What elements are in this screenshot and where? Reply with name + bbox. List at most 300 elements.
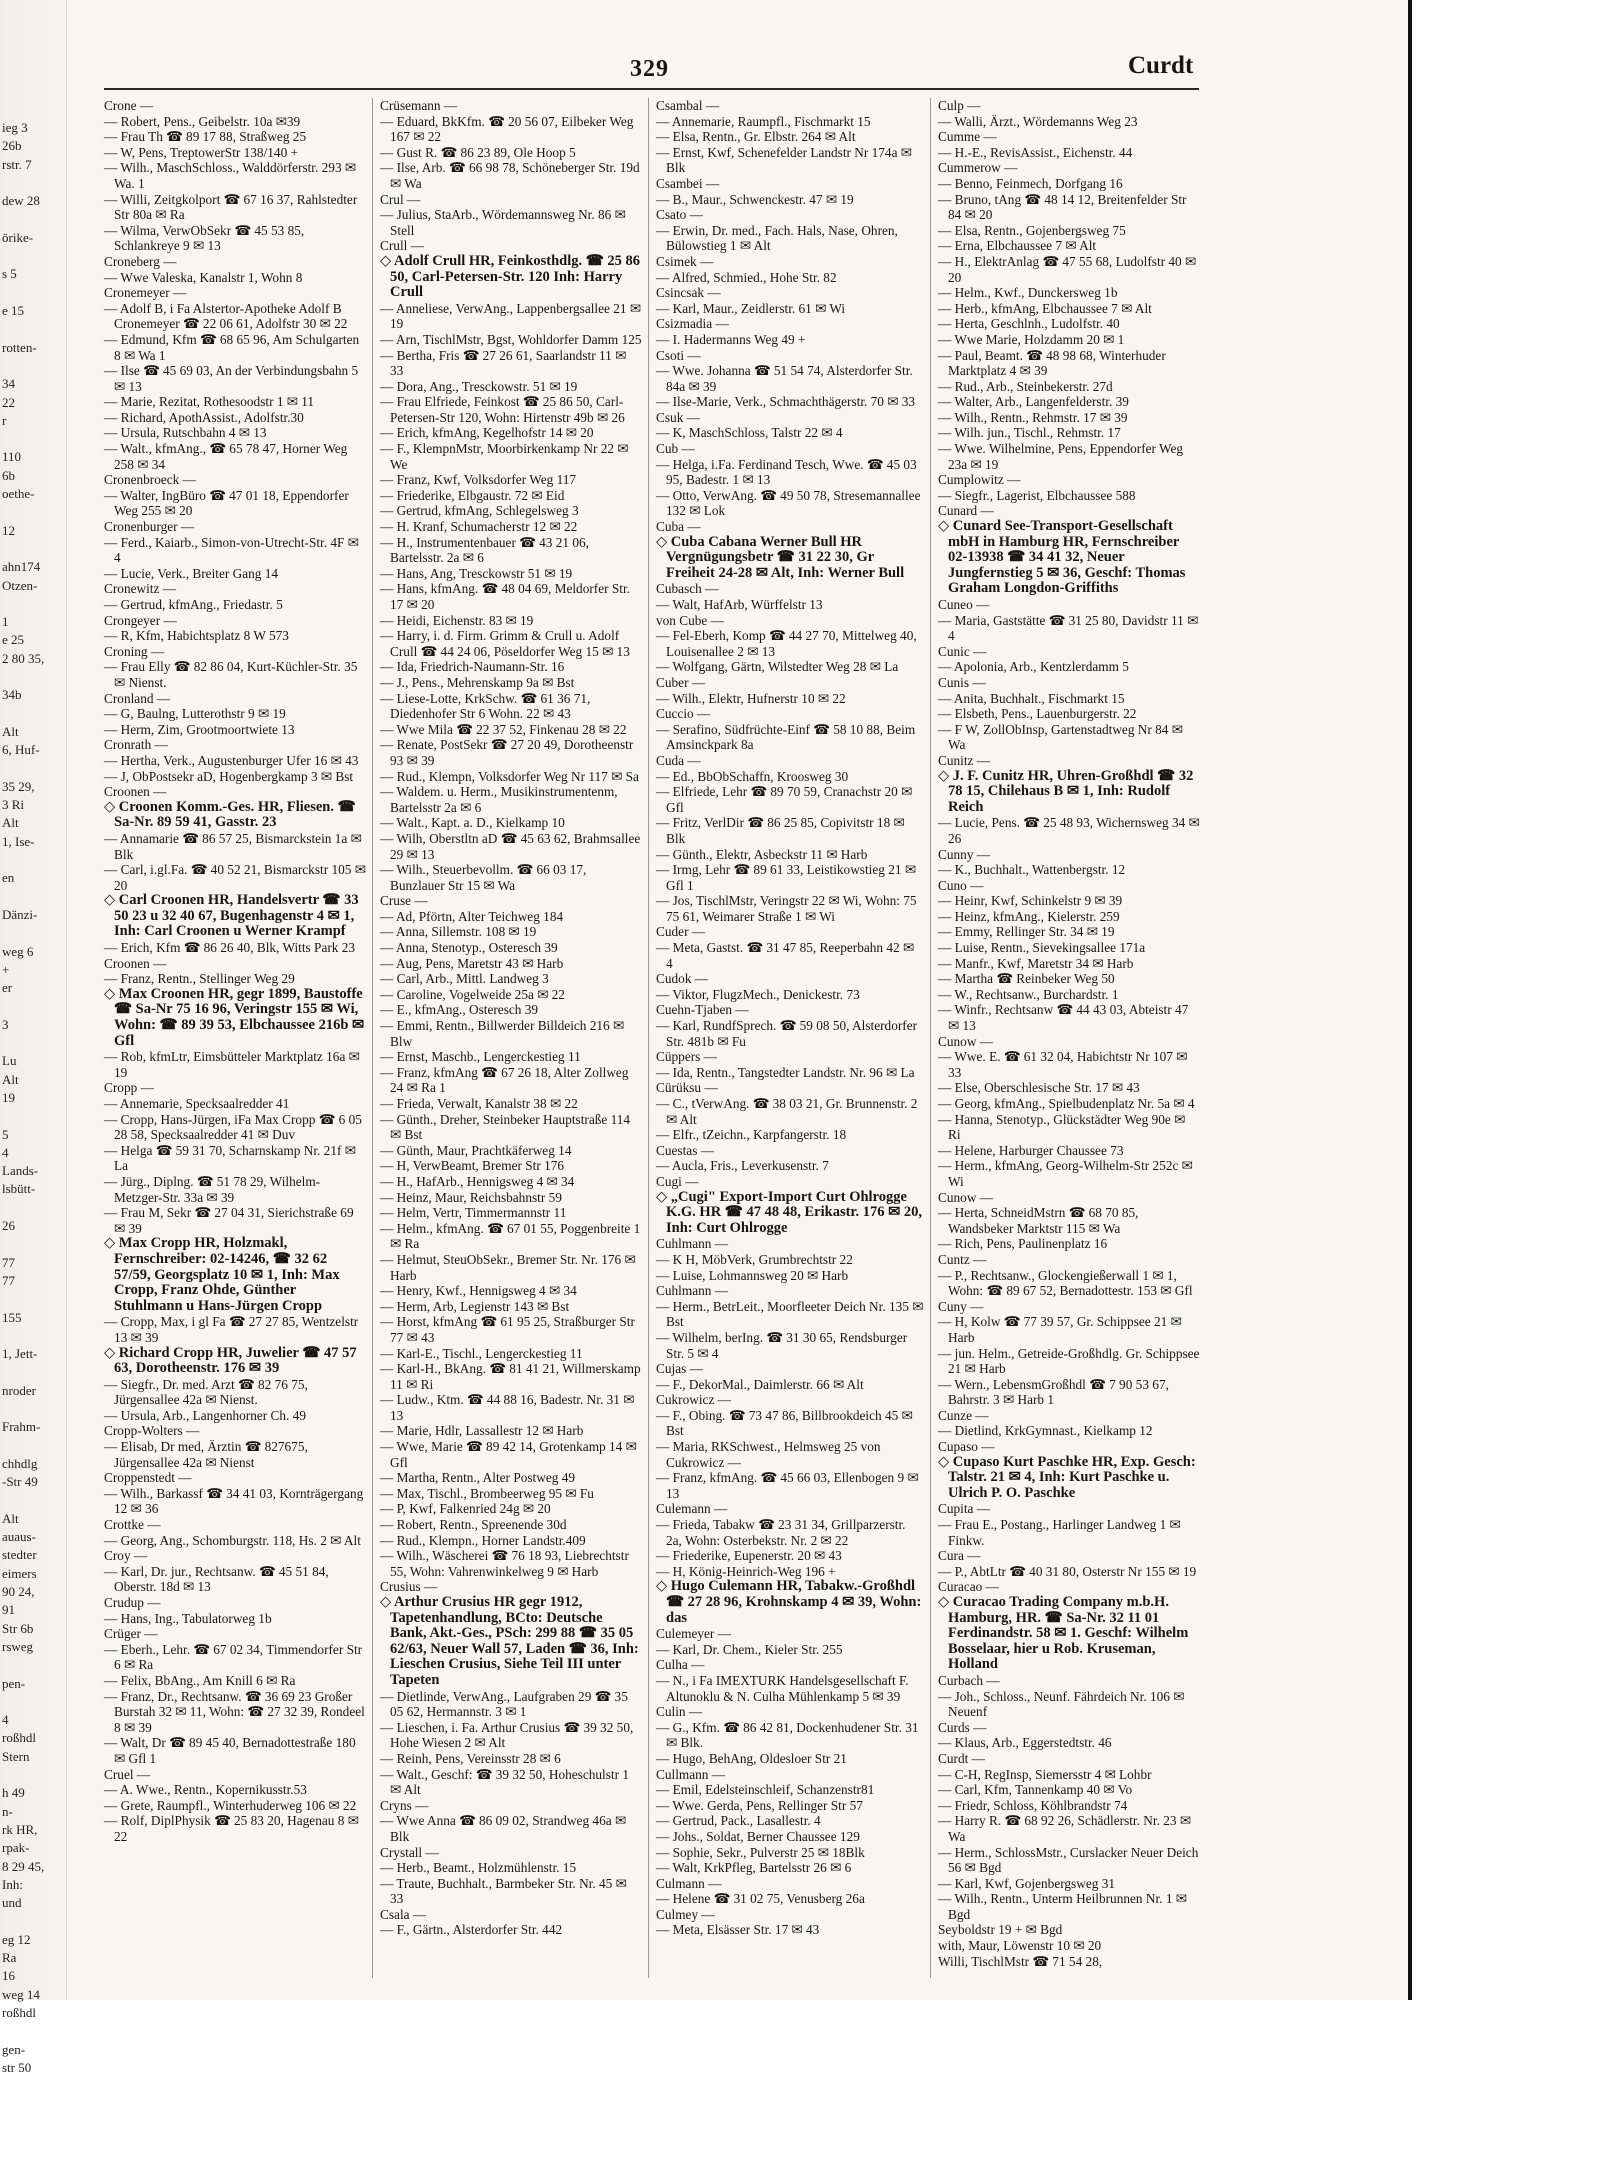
directory-entry: — Cropp, Hans-Jürgen, iFa Max Cropp ☎ 6 05 28 58, Specksaalredder 41 ✉ Duv bbox=[104, 1111, 362, 1143]
directory-entry: — Anita, Buchhalt., Fischmarkt 15 bbox=[938, 690, 1125, 706]
directory-entry: — Franz, kfmAng. ☎ 45 66 03, Ellenbogen 9 ✉ 13 bbox=[656, 1470, 919, 1501]
surname-heading: Cropp — bbox=[104, 1080, 154, 1096]
directory-entry: — Frau M, Sekr ☎ 27 04 31, Sierichstraße 69 ✉ 39 bbox=[104, 1205, 354, 1236]
surname-heading: Cronland — bbox=[104, 690, 171, 706]
surname-heading: Csambei — bbox=[656, 175, 720, 191]
surname-heading: Cub — bbox=[656, 441, 695, 457]
directory-entry: — Elfr., tZeichn., Karpfangerstr. 18 bbox=[656, 1127, 847, 1143]
gutter-fragment: rsweg bbox=[2, 1638, 34, 1654]
gutter-fragment: Stern bbox=[2, 1748, 30, 1764]
directory-entry: — Wilh., Wäscherei ☎ 76 18 93, Liebrechtstr 55, Wohn: Vahrenwinkelweg 9 ✉ Harb bbox=[380, 1548, 629, 1579]
gutter-fragment: stedter bbox=[2, 1547, 37, 1563]
directory-entry: — Walli, Ärzt., Wördemanns Weg 23 bbox=[938, 113, 1138, 129]
surname-heading: Csato — bbox=[656, 207, 703, 223]
gutter-fragment: 155 bbox=[2, 1309, 22, 1325]
directory-entry: — Lucie, Verk., Breiter Gang 14 bbox=[104, 565, 279, 581]
directory-entry: — Annemarie, Raumpfl., Fischmarkt 15 bbox=[656, 113, 871, 129]
gutter-fragment: Ra bbox=[2, 1950, 17, 1965]
directory-entry: — Wwe Anna ☎ 86 09 02, Strandweg 46a ✉ Blk bbox=[380, 1813, 627, 1844]
surname-heading: Cropp-Wolters — bbox=[104, 1423, 200, 1439]
directory-entry: — Walt, HafArb, Würffelstr 13 bbox=[656, 597, 823, 612]
directory-entry: — K, MaschSchloss, Talstr 22 ✉ 4 bbox=[656, 425, 843, 441]
gutter-fragment: h 49 bbox=[2, 1785, 25, 1801]
surname-heading: Cunard — bbox=[938, 503, 994, 519]
header-rule bbox=[104, 88, 1199, 90]
firm-entry: ◇ Richard Cropp HR, Juwelier ☎ 47 57 63, Dorotheenstr. 176 ✉ 39 bbox=[104, 1344, 357, 1377]
surname-heading: Cunze — bbox=[938, 1407, 989, 1423]
directory-entry: — Wilh., Barkassf ☎ 34 41 03, Kornträgergang 12 ✉ 36 bbox=[104, 1485, 364, 1517]
gutter-fragment: gen- bbox=[2, 2041, 26, 2057]
firm-entry: ◇ „Cugi" Export-Import Curt Ohlrogge K.G. HR ☎ 47 48 48, Erikastr. 176 ✉ 20, Inh: Curt Ohlrogge bbox=[656, 1188, 923, 1236]
directory-entry: — Herta, Geschlnh., Ludolfstr. 40 bbox=[938, 316, 1120, 332]
directory-entry: — Eduard, BkKfm. ☎ 20 56 07, Eilbeker Weg 167 ✉ 22 bbox=[380, 113, 634, 145]
gutter-fragment: s 5 bbox=[2, 266, 17, 282]
directory-entry: — F., KlempnMstr, Moorbirkenkamp Nr 22 ✉ We bbox=[380, 441, 629, 472]
directory-entry: — Helmut, SteuObSekr., Bremer Str. Nr. 176 ✉ Harb bbox=[380, 1251, 636, 1283]
gutter-fragment: Frahm- bbox=[2, 1419, 41, 1435]
directory-entry: — Franz, kfmAng ☎ 67 26 18, Alter Zollweg 24 ✉ Ra 1 bbox=[380, 1064, 629, 1096]
directory-entry: — I. Hadermanns Weg 49 + bbox=[656, 331, 806, 347]
gutter-fragment: pen- bbox=[2, 1675, 26, 1691]
surname-heading: Cunitz — bbox=[938, 752, 991, 768]
directory-entry: — Walt., Geschf: ☎ 39 32 50, Hoheschulstr 1 ✉ Alt bbox=[380, 1766, 630, 1798]
directory-entry: — Marie, Hdlr, Lassallestr 12 ✉ Harb bbox=[380, 1423, 584, 1439]
directory-entry: — Eberh., Lehr. ☎ 67 02 34, Timmendorfer Str 6 ✉ Ra bbox=[104, 1641, 363, 1673]
directory-entry: — Ed., BbObSchaffn, Kroosweg 30 bbox=[656, 768, 849, 784]
directory-entry: — Ernst, Maschb., Lengerckestieg 11 bbox=[380, 1049, 581, 1065]
surname-heading: Cüppers — bbox=[656, 1049, 717, 1065]
directory-entry: — Erich, kfmAng, Kegelhofstr 14 ✉ 20 bbox=[380, 425, 594, 441]
directory-entry: — Wwe. Gerda, Pens, Rellinger Str 57 bbox=[656, 1797, 863, 1813]
directory-entry: — Herta, SchneidMstrn ☎ 68 70 85, Wandsbeker Marktstr 115 ✉ Wa bbox=[938, 1205, 1139, 1236]
gutter-fragment: ahn174 bbox=[2, 559, 41, 575]
gutter-fragment: e 25 bbox=[2, 632, 25, 648]
directory-entry: — Hanna, Stenotyp., Glückstädter Weg 90e ✉ Ri bbox=[938, 1111, 1186, 1143]
gutter-fragment: n- bbox=[2, 1803, 13, 1819]
directory-entry: — Ludw., Ktm. ☎ 44 88 16, Badestr. Nr. 31 ✉ 13 bbox=[380, 1392, 635, 1423]
directory-entry: — Jos, TischlMstr, Veringstr 22 ✉ Wi, Wohn: 75 75 61, Weimarer Straße 1 ✉ Wi bbox=[656, 893, 917, 924]
surname-heading: Crone — bbox=[104, 98, 154, 113]
surname-heading: Cruse — bbox=[380, 893, 428, 909]
directory-entry: — Erna, Elbchaussee 7 ✉ Alt bbox=[938, 238, 1097, 254]
gutter-fragment: weg 6 bbox=[2, 943, 34, 959]
directory-entry: — Siegfr., Lagerist, Elbchaussee 588 bbox=[938, 487, 1136, 503]
surname-heading: Croy — bbox=[104, 1548, 148, 1564]
gutter-fragment: + bbox=[2, 961, 10, 977]
directory-entry: — Renate, PostSekr ☎ 27 20 49, Dorotheenstr 93 ✉ 39 bbox=[380, 737, 634, 768]
directory-entry: — Walt., kfmAng., ☎ 65 78 47, Horner Weg 258 ✉ 34 bbox=[104, 441, 348, 472]
directory-entry: — Günth., Elektr, Asbeckstr 11 ✉ Harb bbox=[656, 846, 868, 862]
directory-entry: — B., Maur., Schwenckestr. 47 ✉ 19 bbox=[656, 191, 854, 207]
directory-entry: — F., DekorMal., Daimlerstr. 66 ✉ Alt bbox=[656, 1376, 864, 1392]
directory-entry: — Marie, Rezitat, Rothesoodstr 1 ✉ 11 bbox=[104, 394, 315, 410]
directory-entry: — P, Kwf, Falkenried 24g ✉ 20 bbox=[380, 1501, 551, 1517]
directory-entry: — Martha, Rentn., Alter Postweg 49 bbox=[380, 1470, 575, 1486]
gutter-fragment: Otzen- bbox=[2, 577, 38, 593]
surname-heading: Willi, TischlMstr ☎ 71 54 28, bbox=[938, 1953, 1103, 1969]
directory-entry: — E., kfmAng., Osteresch 39 bbox=[380, 1002, 539, 1018]
directory-entry: — Carl, Kfm, Tannenkamp 40 ✉ Vo bbox=[938, 1782, 1133, 1798]
surname-heading: with, Maur, Löwenstr 10 ✉ 20 bbox=[938, 1938, 1102, 1954]
surname-heading: Cupaso — bbox=[938, 1439, 995, 1455]
directory-entry: — Wern., LebensmGroßhdl ☎ 7 90 53 67, Bahrstr. 3 ✉ Harb 1 bbox=[938, 1376, 1169, 1408]
directory-entry: — Horst, kfmAng ☎ 61 95 25, Straßburger Str 77 ✉ 43 bbox=[380, 1314, 635, 1345]
directory-entry: — Herb., kfmAng, Elbchaussee 7 ✉ Alt bbox=[938, 300, 1152, 316]
directory-entry: — Wolfgang, Gärtn, Wilstedter Weg 28 ✉ La bbox=[656, 659, 899, 675]
column-divider bbox=[372, 98, 373, 1978]
directory-entry: — Traute, Buchhalt., Barmbeker Str. Nr. 45 ✉ 33 bbox=[380, 1875, 627, 1907]
directory-entry: — Georg, kfmAng., Spielbudenplatz Nr. 5a ✉ 4 bbox=[938, 1096, 1195, 1111]
gutter-fragment: -Str 49 bbox=[2, 1474, 38, 1490]
surname-heading: Cuber — bbox=[656, 674, 706, 690]
directory-entry: — Frau E., Postang., Harlinger Landweg 1 ✉ Finkw. bbox=[938, 1517, 1181, 1548]
surname-heading: Csala — bbox=[380, 1906, 427, 1922]
directory-entry: — C-H, RegInsp, Siemersstr 4 ✉ Lohbr bbox=[938, 1766, 1152, 1782]
surname-heading: Cürüksu — bbox=[656, 1080, 718, 1096]
directory-entry: — Benno, Feinmech, Dorfgang 16 bbox=[938, 175, 1123, 191]
surname-heading: Cuny — bbox=[938, 1298, 984, 1314]
gutter-fragment: 16 bbox=[2, 1968, 15, 1984]
directory-entry: — Hugo, BehAng, Oldesloer Str 21 bbox=[656, 1750, 847, 1766]
directory-entry: — Rich, Pens, Paulinenplatz 16 bbox=[938, 1236, 1108, 1252]
gutter-fragment: Alt bbox=[2, 815, 19, 831]
directory-entry: — Heidi, Eichenstr. 83 ✉ 19 bbox=[380, 612, 534, 628]
directory-entry: — Grete, Raumpfl., Winterhuderweg 106 ✉ 22 bbox=[104, 1797, 357, 1813]
surname-heading: Cronewitz — bbox=[104, 581, 177, 597]
gutter-fragment: Alt bbox=[2, 1071, 19, 1087]
surname-heading: Cuda — bbox=[656, 752, 701, 768]
surname-heading: Csizmadia — bbox=[656, 316, 729, 332]
directory-entry: — Joh., Schloss., Neunf. Fährdeich Nr. 106 ✉ Neuenf bbox=[938, 1688, 1185, 1720]
directory-entry: — Maria, Gaststätte ☎ 31 25 80, Davidstr 11 ✉ 4 bbox=[938, 612, 1199, 644]
surname-heading: Csambal — bbox=[656, 98, 720, 113]
directory-entry: — Dietlind, KrkGymnast., Kielkamp 12 bbox=[938, 1423, 1153, 1439]
surname-heading: Cunow — bbox=[938, 1189, 994, 1205]
firm-entry: ◇ Curacao Trading Company m.b.H. Hamburg, HR. ☎ Sa-Nr. 32 11 01 Ferdinandstr. 58 ✉ 1. Geschf: Wilhelm Bosselaar, hier u Rob. Kruseman, Holland bbox=[938, 1594, 1189, 1673]
directory-entry: — Wilh., Elektr, Hufnerstr 10 ✉ 22 bbox=[656, 690, 846, 706]
directory-entry: — Wilh., Rentn., Unterm Heilbrunnen Nr. 1 ✉ Bgd bbox=[938, 1891, 1187, 1922]
gutter-fragment: Dänzi- bbox=[2, 906, 38, 922]
directory-entry: — Paul, Beamt. ☎ 48 98 68, Winterhuder Marktplatz 4 ✉ 39 bbox=[938, 347, 1166, 379]
gutter-fragment: 22 bbox=[2, 394, 15, 410]
gutter-fragment: rstr. 7 bbox=[2, 156, 32, 172]
firm-entry: ◇ Cunard See-Transport-Gesellschaft mbH in Hamburg HR, Fernschreiber 02-13938 ☎ 34 41 32, Neuer Jungfernstieg 5 ✉ 36, Geschf: Thomas Graham Longdon-Griffiths bbox=[938, 518, 1186, 597]
directory-entry: — Aug, Pens, Maretstr 43 ✉ Harb bbox=[380, 955, 564, 971]
directory-entry: — Friedr, Schloss, Köhlbrandstr 74 bbox=[938, 1797, 1128, 1813]
directory-entry: — W, Pens, TreptowerStr 138/140 + bbox=[104, 144, 299, 160]
directory-entry: — Dietlinde, VerwAng., Laufgraben 29 ☎ 35 05 62, Hermannstr. 3 ✉ 1 bbox=[380, 1688, 628, 1720]
surname-heading: Cronenburger — bbox=[104, 519, 195, 535]
directory-entry: — Herm, Arb, Legienstr 143 ✉ Bst bbox=[380, 1298, 570, 1314]
firm-entry: ◇ J. F. Cunitz HR, Uhren-Großhdl ☎ 32 78 15, Chilehaus B ✉ 1, Inh: Rudolf Reich bbox=[938, 767, 1194, 815]
directory-entry: — Gertrud, Pack., Lasallestr. 4 bbox=[656, 1813, 821, 1829]
directory-entry: — Siegfr., Dr. med. Arzt ☎ 82 76 75, Jürgensallee 42a ✉ Nienst. bbox=[104, 1376, 308, 1408]
directory-entry: — Anna, Stenotyp., Osteresch 39 bbox=[380, 940, 558, 956]
directory-entry: — Wwe Marie, Holzdamm 20 ✉ 1 bbox=[938, 331, 1125, 347]
directory-entry: — Rud., Arb., Steinbekerstr. 27d bbox=[938, 378, 1113, 394]
directory-entry: — N., i Fa IMEXTURK Handelsgesellschaft F. Altunoklu & N. Culha Mühlenkamp 5 ✉ 39 bbox=[656, 1672, 909, 1704]
directory-entry: — Meta, Gastst. ☎ 31 47 85, Reeperbahn 42 ✉ 4 bbox=[656, 940, 915, 971]
gutter-fragment: 77 bbox=[2, 1272, 15, 1288]
gutter-fragment: r bbox=[2, 412, 7, 428]
surname-heading: Crüsemann — bbox=[380, 98, 458, 113]
directory-entry: — Else, Oberschlesische Str. 17 ✉ 43 bbox=[938, 1080, 1140, 1096]
firm-entry: ◇ Carl Croonen HR, Handelsvertr ☎ 33 50 23 u 32 40 67, Bugenhagenstr 4 ✉ 1, Inh: Carl Croonen u Werner Krampf bbox=[104, 892, 359, 940]
directory-entry: — Karl-E., Tischl., Lengerckestieg 11 bbox=[380, 1345, 583, 1361]
directory-entry: — Ilse-Marie, Verk., Schmachthägerstr. 70 ✉ 33 bbox=[656, 394, 916, 410]
firm-entry: ◇ Arthur Crusius HR gegr 1912, Tapetenhandlung, BCto: Deutsche Bank, Akt.-Ges., PSch: 299 88 ☎ 35 05 62/63, Neuer Wall 57, Laden ☎ 36, Inh: Lieschen Crusius, Siehe Teil III unter Tapeten bbox=[380, 1594, 639, 1688]
directory-entry: — Emmy, Rellinger Str. 34 ✉ 19 bbox=[938, 924, 1115, 940]
directory-entry: — G, Baulng, Lutterothstr 9 ✉ 19 bbox=[104, 706, 286, 722]
directory-entry: — Herm., BetrLeit., Moorfleeter Deich Nr. 135 ✉ Bst bbox=[656, 1298, 924, 1330]
directory-entry: — Ursula, Arb., Langenhorner Ch. 49 bbox=[104, 1407, 306, 1423]
gutter-fragment: 4 bbox=[2, 1712, 9, 1728]
directory-entry: — Annamarie ☎ 86 57 25, Bismarckstein 1a ✉ Blk bbox=[104, 830, 362, 862]
directory-entry: — Edmund, Kfm ☎ 68 65 96, Am Schulgarten 8 ✉ Wa 1 bbox=[104, 331, 360, 363]
gutter-fragment: rk HR, bbox=[2, 1821, 38, 1837]
directory-entry: — Fel-Eberh, Komp ☎ 44 27 70, Mittelweg 40, Louisenallee 2 ✉ 13 bbox=[656, 628, 917, 659]
directory-entry: — Herm., kfmAng, Georg-Wilhelm-Str 252c ✉ Wi bbox=[938, 1158, 1193, 1189]
directory-entry: — G., Kfm. ☎ 86 42 81, Dockenhudener Str. 31 ✉ Blk. bbox=[656, 1719, 919, 1751]
gutter-fragment: 12 bbox=[2, 522, 15, 538]
gutter-fragment: 1, Jett- bbox=[2, 1346, 38, 1362]
gutter-fragment: nroder bbox=[2, 1382, 36, 1398]
directory-entry: — A. Wwe., Rentn., Kopernikusstr.53 bbox=[104, 1782, 307, 1798]
gutter-fragment: chhdlg bbox=[2, 1455, 38, 1471]
column-1 bbox=[104, 98, 366, 1983]
directory-entry: — Harry R. ☎ 68 92 26, Schädlerstr. Nr. 23 ✉ Wa bbox=[938, 1813, 1191, 1844]
surname-heading: Culin — bbox=[656, 1704, 703, 1720]
surname-heading: Culha — bbox=[656, 1657, 705, 1673]
directory-entry: — Georg, Ang., Schomburgstr. 118, Hs. 2 ✉ Alt bbox=[104, 1532, 361, 1548]
directory-entry: — Rud., Klempn, Volksdorfer Weg Nr 117 ✉ Sa bbox=[380, 768, 639, 784]
directory-entry: — Frau Elly ☎ 82 86 04, Kurt-Küchler-Str. 35 ✉ Nienst. bbox=[104, 659, 358, 690]
directory-entry: — Carl, i.gl.Fa. ☎ 40 52 21, Bismarckstr 105 ✉ 20 bbox=[104, 862, 366, 893]
directory-entry: — Wwe. Wilhelmine, Pens, Eppendorfer Weg 23a ✉ 19 bbox=[938, 441, 1184, 472]
directory-entry: — Frieda, Tabakw ☎ 23 31 34, Grillparzerstr. 2a, Wohn: Osterbekstr. Nr. 2 ✉ 22 bbox=[656, 1517, 906, 1548]
surname-heading: Curdt — bbox=[938, 1750, 985, 1766]
directory-entry: — Alfred, Schmied., Hohe Str. 82 bbox=[656, 269, 837, 285]
directory-entry: — Julius, StaArb., Wördemannsweg Nr. 86 ✉ Stell bbox=[380, 207, 626, 238]
directory-entry: — Wilh, Oberstltn aD ☎ 45 63 62, Brahmsallee 29 ✉ 13 bbox=[380, 830, 641, 862]
directory-entry: — Wwe, Marie ☎ 89 42 14, Grotenkamp 14 ✉ Gfl bbox=[380, 1439, 637, 1470]
directory-entry: — Dora, Ang., Tresckowstr. 51 ✉ 19 bbox=[380, 378, 578, 394]
directory-entry: — Helene, Harburger Chaussee 73 bbox=[938, 1142, 1124, 1158]
directory-entry: — Cropp, Max, i gl Fa ☎ 27 27 85, Wentzelstr 13 ✉ 39 bbox=[104, 1314, 359, 1345]
firm-entry: ◇ Max Cropp HR, Holzmakl, Fernschreiber: 02-14246, ☎ 32 62 57/59, Georgsplatz 10 ✉ 1, Inh: Max Cropp, Franz Ohde, Günther Stuhlmann u Hans-Jürgen Cropp bbox=[104, 1235, 340, 1314]
directory-entry: — Fritz, VerlDir ☎ 86 25 85, Copivitstr 18 ✉ Blk bbox=[656, 815, 905, 846]
directory-entry: — Waldem. u. Herm., Musikinstrumentenm, Bartelsstr 2a ✉ 6 bbox=[380, 784, 618, 815]
directory-entry: — Frau Elfriede, Feinkost ☎ 25 86 50, Carl-Petersen-Str 120, Wohn: Hirtenstr 49b ✉ 26 bbox=[380, 394, 625, 425]
directory-entry: — Ad, Pförtn, Alter Teichweg 184 bbox=[380, 908, 564, 924]
directory-entry: — H., Instrumentenbauer ☎ 43 21 06, Bartelsstr. 2a ✉ 6 bbox=[380, 534, 589, 566]
directory-entry: — Friederike, Elbgaustr. 72 ✉ Eid bbox=[380, 487, 565, 503]
directory-entry: — Wilma, VerwObSekr ☎ 45 53 85, Schlankreye 9 ✉ 13 bbox=[104, 222, 305, 254]
directory-entry: — Karl-H., BkAng. ☎ 81 41 21, Willmerskamp 11 ✉ Ri bbox=[380, 1361, 641, 1392]
column-divider bbox=[648, 98, 649, 1978]
surname-heading: Csincsak — bbox=[656, 285, 721, 301]
surname-heading: Cuneo — bbox=[938, 597, 990, 612]
surname-heading: Cuehn-Tjaben — bbox=[656, 1002, 749, 1018]
gutter-fragment: 26 bbox=[2, 1218, 15, 1233]
running-head: Curdt bbox=[1128, 52, 1194, 79]
surname-heading: Csuk — bbox=[656, 409, 700, 425]
directory-entry: — Adolf B, i Fa Alstertor-Apotheke Adolf B Cronemeyer ☎ 22 06 61, Adolfstr 30 ✉ 22 bbox=[104, 300, 348, 332]
directory-entry: — Gertrud, kfmAng., Friedastr. 5 bbox=[104, 597, 283, 612]
directory-entry: — Manfr., Kwf, Maretstr 34 ✉ Harb bbox=[938, 955, 1134, 971]
directory-entry: — J, ObPostsekr aD, Hogenbergkamp 3 ✉ Bst bbox=[104, 768, 354, 784]
surname-heading: Cruel — bbox=[104, 1766, 151, 1782]
gutter-fragment: weg 14 bbox=[2, 1986, 40, 2002]
column-3 bbox=[656, 98, 924, 1983]
gutter-fragment: dew 28 bbox=[2, 193, 40, 209]
surname-heading: Cryns — bbox=[380, 1797, 429, 1813]
surname-heading: Crudup — bbox=[104, 1595, 161, 1610]
directory-entry: — Helga, i.Fa. Ferdinand Tesch, Wwe. ☎ 45 03 95, Badestr. 1 ✉ 13 bbox=[656, 456, 917, 488]
gutter-fragment: 8 29 45, bbox=[2, 1858, 45, 1874]
directory-entry: — Klaus, Arb., Eggerstedtstr. 46 bbox=[938, 1735, 1112, 1751]
directory-entry: — Arn, TischlMstr, Bgst, Wohldorfer Damm 125 bbox=[380, 331, 642, 347]
directory-entry: — Wilh., Rentn., Rehmstr. 17 ✉ 39 bbox=[938, 409, 1128, 425]
directory-entry: — Helm., kfmAng. ☎ 67 01 55, Poggenbreite 1 ✉ Ra bbox=[380, 1220, 641, 1252]
directory-entry: — Hertha, Verk., Augustenburger Ufer 16 ✉ 43 bbox=[104, 752, 359, 768]
surname-heading: Cuestas — bbox=[656, 1142, 714, 1158]
surname-heading: Cupita — bbox=[938, 1501, 991, 1517]
directory-entry: — Annemarie, Specksaalredder 41 bbox=[104, 1096, 290, 1111]
directory-entry: — Luise, Rentn., Sievekingsallee 171a bbox=[938, 940, 1146, 956]
surname-heading: Cuder — bbox=[656, 924, 706, 940]
directory-entry: — Karl, Dr. jur., Rechtsanw. ☎ 45 51 84, Oberstr. 18d ✉ 13 bbox=[104, 1563, 329, 1595]
directory-entry: — Sophie, Sekr., Pulverstr 25 ✉ 18Blk bbox=[656, 1844, 865, 1860]
previous-page-edge bbox=[0, 0, 67, 2075]
directory-entry: — Helga ☎ 59 31 70, Scharnskamp Nr. 21f ✉ La bbox=[104, 1142, 356, 1174]
directory-entry: — Anneliese, VerwAng., Lappenbergsallee 21 ✉ 19 bbox=[380, 300, 642, 332]
directory-entry: — F W, ZollObInsp, Gartenstadtweg Nr 84 ✉ Wa bbox=[938, 721, 1183, 753]
surname-heading: Cuccio — bbox=[656, 706, 711, 722]
directory-entry: — Heinz, Maur, Reichsbahnstr 59 bbox=[380, 1189, 562, 1205]
gutter-fragment: er bbox=[2, 980, 13, 996]
surname-heading: Cronrath — bbox=[104, 737, 168, 753]
surname-heading: Cronemeyer — bbox=[104, 285, 187, 301]
directory-entry: — Rolf, DiplPhysik ☎ 25 83 20, Hagenau 8 ✉ 22 bbox=[104, 1813, 359, 1844]
directory-entry: — Ursula, Rutschbahn 4 ✉ 13 bbox=[104, 425, 267, 441]
surname-heading: Curds — bbox=[938, 1719, 987, 1735]
surname-heading: Crul — bbox=[380, 191, 421, 207]
directory-entry: — Ilse ☎ 45 69 03, An der Verbindungsbahn 5 ✉ 13 bbox=[104, 363, 359, 394]
directory-entry: — P., AbtLtr ☎ 40 31 80, Osterstr Nr 155 ✉ 19 bbox=[938, 1563, 1197, 1579]
directory-entry: — Wilhelm, berIng. ☎ 31 30 65, Rendsburger Str. 5 ✉ 4 bbox=[656, 1329, 908, 1361]
surname-heading: Culmey — bbox=[656, 1906, 715, 1922]
surname-heading: Crystall — bbox=[380, 1844, 439, 1860]
directory-entry: — H., HafArb., Hennigsweg 4 ✉ 34 bbox=[380, 1173, 575, 1189]
gutter-fragment: 34 bbox=[2, 376, 15, 392]
gutter-fragment: 110 bbox=[2, 449, 22, 465]
directory-entry: — Heinr, Kwf, Schinkelstr 9 ✉ 39 bbox=[938, 893, 1123, 909]
directory-entry: — Robert, Pens., Geibelstr. 10a ✉39 bbox=[104, 113, 301, 129]
surname-heading: Culemeyer — bbox=[656, 1626, 731, 1642]
directory-entry: — Ida, Friedrich-Naumann-Str. 16 bbox=[380, 659, 565, 675]
directory-entry: — Heinz, kfmAng., Kielerstr. 259 bbox=[938, 908, 1120, 924]
gutter-fragment: Alt bbox=[2, 723, 19, 739]
surname-heading: Culmann — bbox=[656, 1875, 722, 1891]
gutter-fragment: e 15 bbox=[2, 303, 25, 318]
gutter-fragment: Alt bbox=[2, 1510, 19, 1526]
directory-entry: — Max, Tischl., Brombeerweg 95 ✉ Fu bbox=[380, 1485, 594, 1501]
gutter-fragment: 3 Ri bbox=[2, 797, 25, 813]
directory-entry: — Franz, Rentn., Stellinger Weg 29 bbox=[104, 971, 295, 987]
surname-heading: Csimek — bbox=[656, 253, 714, 269]
directory-entry: — Elsa, Rentn., Gr. Elbstr. 264 ✉ Alt bbox=[656, 129, 856, 145]
directory-entry: — jun. Helm., Getreide-Großhdlg. Gr. Schippsee 21 ✉ Harb bbox=[938, 1345, 1200, 1377]
directory-entry: — Apolonia, Arb., Kentzlerdamm 5 bbox=[938, 659, 1129, 675]
directory-entry: — Winfr., Rechtsanw ☎ 44 43 03, Abteistr 47 ✉ 13 bbox=[938, 1002, 1189, 1034]
page-number: 329 bbox=[630, 56, 669, 82]
directory-entry: — Elisab, Dr med, Ärztin ☎ 827675, Jürgensallee 42a ✉ Nienst bbox=[104, 1439, 308, 1470]
surname-heading: Croning — bbox=[104, 643, 165, 659]
directory-entry: — H. Kranf, Schumacherstr 12 ✉ 22 bbox=[380, 519, 578, 535]
surname-heading: Cunic — bbox=[938, 643, 987, 659]
directory-entry: — Walter, IngBüro ☎ 47 01 18, Eppendorfer Weg 255 ✉ 20 bbox=[104, 487, 349, 519]
directory-entry: — Karl, Kwf, Gojenbergsweg 31 bbox=[938, 1875, 1116, 1891]
directory-entry: — Carl, Arb., Mittl. Landweg 3 bbox=[380, 971, 549, 987]
directory-entry: — H, VerwBeamt, Bremer Str 176 bbox=[380, 1158, 565, 1174]
directory-entry: — P., Rechtsanw., Glockengießerwall 1 ✉ 1, Wohn: ☎ 89 67 52, Bernadottestr. 153 ✉ Gfl bbox=[938, 1267, 1193, 1299]
gutter-fragment: 5 bbox=[2, 1126, 9, 1142]
directory-entry: — K., Buchhalt., Wattenbergstr. 12 bbox=[938, 862, 1126, 878]
directory-entry: — Helm, Vertr, Timmermannstr 11 bbox=[380, 1205, 567, 1221]
gutter-fragment: 1, Ise- bbox=[2, 833, 35, 849]
directory-entry: — Hans, Ing., Tabulatorweg 1b bbox=[104, 1610, 272, 1626]
surname-heading: Cunny — bbox=[938, 846, 991, 862]
surname-heading: Cummerow — bbox=[938, 160, 1018, 176]
directory-entry: — Anna, Sillemstr. 108 ✉ 19 bbox=[380, 924, 537, 940]
surname-heading: Cubasch — bbox=[656, 581, 719, 597]
directory-entry: — Walt, KrkPfleg, Bartelsstr 26 ✉ 6 bbox=[656, 1860, 852, 1876]
directory-entry: — Rud., Klempn., Horner Landstr.409 bbox=[380, 1532, 586, 1548]
surname-heading: Cujas — bbox=[656, 1361, 703, 1377]
gutter-fragment: oethe- bbox=[2, 486, 35, 501]
firm-entry: ◇ Cupaso Kurt Paschke HR, Exp. Gesch: Talstr. 21 ✉ 4, Inh: Kurt Paschke u. Ulrich P. O. Paschke bbox=[938, 1453, 1196, 1501]
directory-entry: — Erich, Kfm ☎ 86 26 40, Blk, Witts Park 23 bbox=[104, 940, 356, 956]
gutter-fragment: str 50 bbox=[2, 2059, 32, 2075]
directory-entry: — Walt, Dr ☎ 89 45 40, Bernadottestraße 180 ✉ Gfl 1 bbox=[104, 1735, 356, 1766]
directory-entry: — Herm., SchlossMstr., Curslacker Neuer Deich 56 ✉ Bgd bbox=[938, 1844, 1199, 1876]
directory-entry: — Ferd., Kaiarb., Simon-von-Utrecht-Str. 4F ✉ 4 bbox=[104, 534, 359, 566]
directory-entry: — Karl, RundfSprech. ☎ 59 08 50, Alsterdorfer Str. 481b ✉ Fu bbox=[656, 1018, 918, 1049]
directory-entry: — R, Kfm, Habichtsplatz 8 W 573 bbox=[104, 628, 289, 644]
directory-entry: — J., Pens., Mehrenskamp 9a ✉ Bst bbox=[380, 674, 575, 690]
surname-heading: Cuhlmann — bbox=[656, 1236, 729, 1252]
directory-entry: — Rob, kfmLtr, Eimsbütteler Marktplatz 16a ✉ 19 bbox=[104, 1049, 360, 1080]
firm-entry: ◇ Max Croonen HR, gegr 1899, Baustoffe ☎ Sa-Nr 75 16 96, Veringstr 155 ✉ Wi, Wohn: ☎ 89 39 53, Elbchaussee 216b ✉ Gfl bbox=[104, 985, 365, 1049]
surname-heading: Cugi — bbox=[656, 1173, 699, 1189]
gutter-fragment: lsbütt- bbox=[2, 1181, 36, 1197]
directory-entry: — Wilh., MaschSchloss., Walddörferstr. 293 ✉ Wa. 1 bbox=[104, 160, 357, 191]
gutter-fragment: 35 29, bbox=[2, 778, 35, 794]
directory-entry: — Ida, Rentn., Tangstedter Landstr. Nr. 96 ✉ La bbox=[656, 1064, 915, 1080]
directory-entry: — Otto, VerwAng. ☎ 49 50 78, Stresemannallee 132 ✉ Lok bbox=[656, 487, 921, 519]
surname-heading: Croppenstedt — bbox=[104, 1470, 192, 1486]
gutter-fragment: und bbox=[2, 1895, 22, 1911]
surname-heading: Crull — bbox=[380, 238, 424, 254]
directory-entry: — Richard, ApothAssist., Adolfstr.30 bbox=[104, 409, 304, 425]
gutter-fragment: örike- bbox=[2, 229, 34, 245]
surname-heading: Cumplowitz — bbox=[938, 472, 1021, 488]
column-4 bbox=[938, 98, 1200, 1983]
gutter-fragment: 3 bbox=[2, 1016, 9, 1032]
column-2 bbox=[380, 98, 642, 1983]
directory-entry: — Ernst, Kwf, Schenefelder Landstr Nr 174a ✉ Blk bbox=[656, 144, 912, 176]
